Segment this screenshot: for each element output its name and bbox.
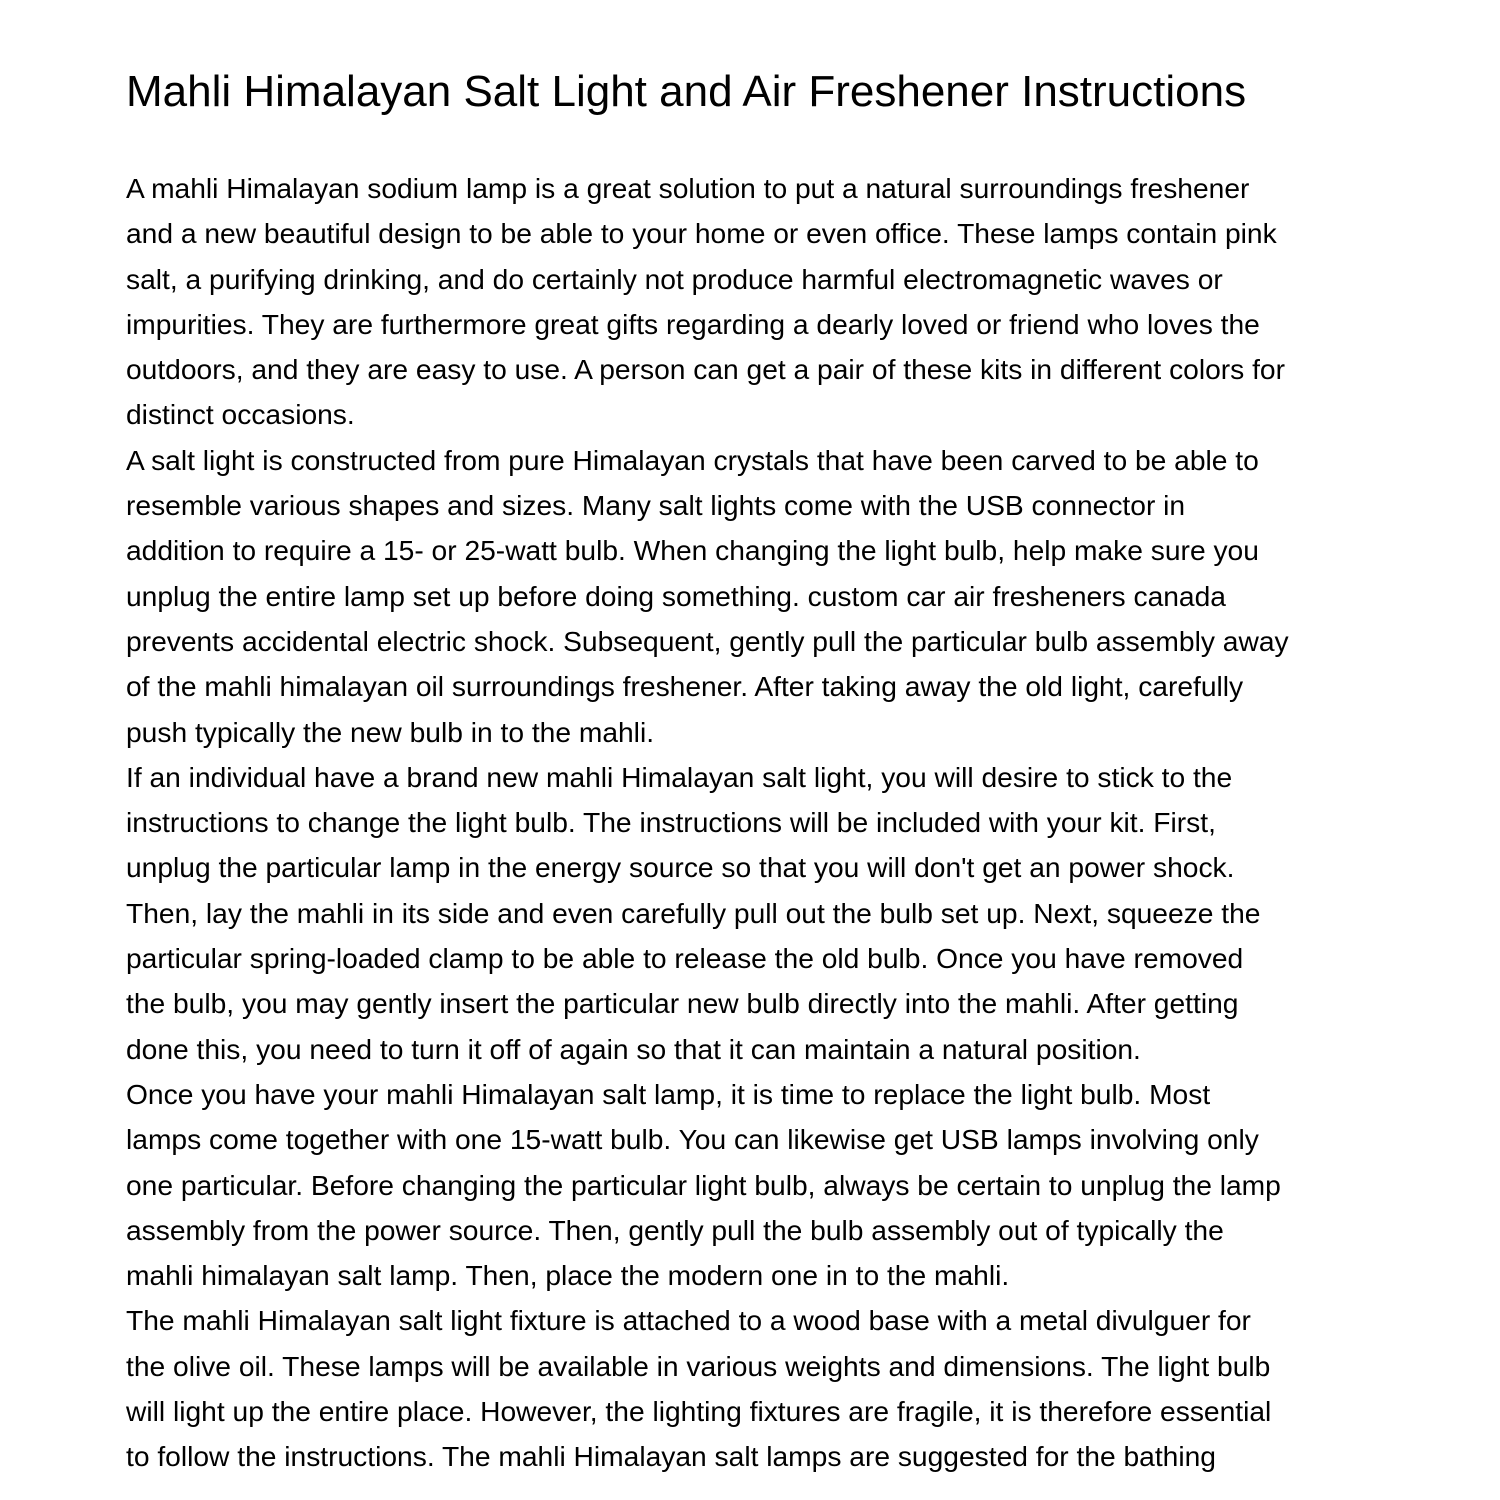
paragraph: If an individual have a brand new mahli Himalayan salt light, you will desire to stick to the instructions to change the light bulb. The instructions will be included with your kit. First, unplug the particular lamp in the energy source so that you will don't get an power shock. Then, lay the mahli in its side and even carefully pull out the bulb set up. Next, squeeze the particular spring-loaded clamp to be able to release the old bulb. Once you have removed the bulb, you may gently insert the particular new bulb directly into the mahli. After getting done this, you need to turn it off of again so that it can maintain a natural position. [126,760,1261,1065]
paragraph: Once you have your mahli Himalayan salt lamp, it is time to replace the light bulb. Most lamps come together with one 15-watt bulb. You can likewise get USB lamps involving only one particular. Before changing the particular light bulb, always be certain to unplug the lamp assembly from the power source. Then, gently pull the bulb assembly out of typically the mahli himalayan salt lamp. Then, place the modern one in to the mahli. [126,1077,1281,1292]
paragraph: The mahli Himalayan salt light fixture is attached to a wood base with a metal divulguer for the olive oil. These lamps will be available in various weights and dimensions. The light bulb will light up the entire place. However, the lighting fixtures are fragile, it is therefore essential to follow the instructions. The mahli Himalayan salt lamps are suggested for the bathing [126,1304,1272,1473]
paragraph: A mahli Himalayan sodium lamp is a great solution to put a natural surroundings freshener and a new beautiful design to be able to your home or even office. These lamps contain pink salt, a purifying drinking, and do certainly not produce harmful electromagnetic waves or impurities. They are furthermore great gifts regarding a dearly loved or friend who loves the outdoors, and they are easy to use. A person can get a pair of these kits in different colors for distinct occasions. [126,172,1285,431]
document-body [126,166,1386,1480]
paragraph: A salt light is constructed from pure Himalayan crystals that have been carved to be able to resemble various shapes and sizes. Many salt lights come with the USB connector in addition to require a 15- or 25-watt bulb. When changing the light bulb, help make sure you unplug the entire lamp set up before doing something. custom car air fresheners canada prevents accidental electric shock. Subsequent, gently pull the particular bulb assembly away of the mahli himalayan oil surroundings freshener. After taking away the old light, carefully push typically the new bulb in to the mahli. [126,443,1289,748]
page-title: Mahli Himalayan Salt Light and Air Freshener Instructions [126,67,1247,116]
